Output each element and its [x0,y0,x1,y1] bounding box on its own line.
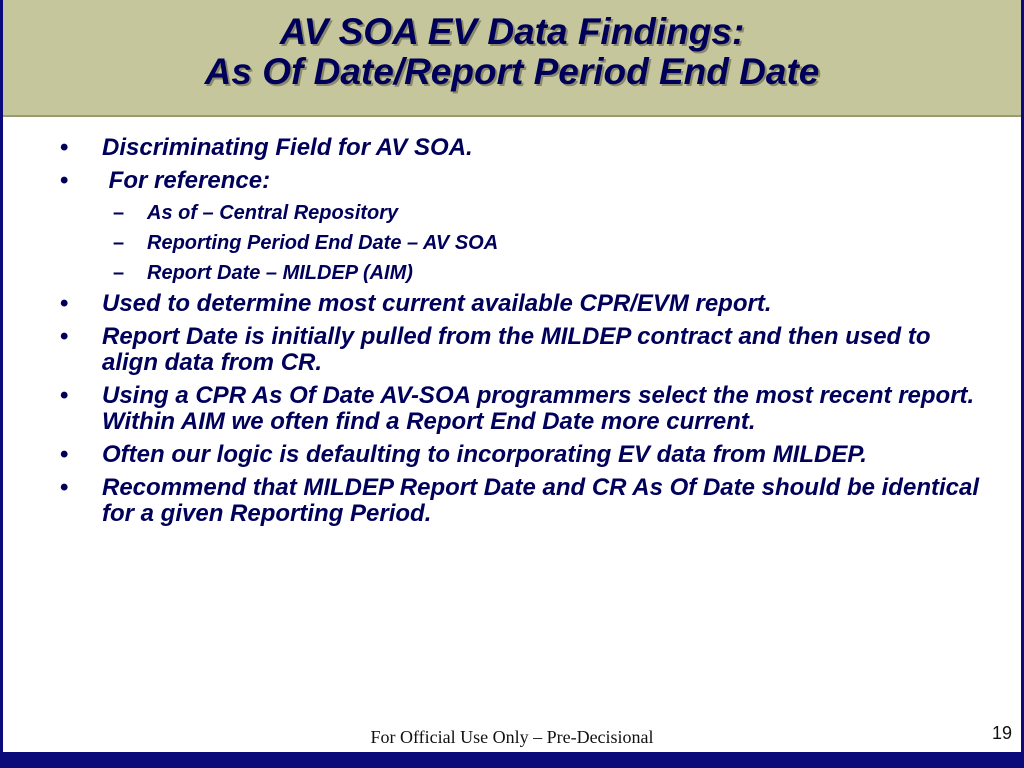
sub-bullet-item [0,261,1010,285]
sub-bullet-item [0,201,1010,225]
sub-bullet-marker: – [113,262,125,284]
bullet-item [0,291,982,317]
bullet-marker: • [60,474,69,501]
bullet-item [0,168,982,194]
bullet-text: Discriminating Field for AV SOA. [102,134,473,161]
title-bar [0,0,1024,117]
bullet-text: Recommend that MILDEP Report Date and CR As Of Date should be identical for a given Reporting Period. [102,474,979,527]
sub-bullet-text: Report Date – MILDEP (AIM) [147,262,413,284]
sub-bullet-item [0,231,1010,255]
bullet-text: For reference: [102,167,271,194]
bullet-item [0,442,982,468]
slide-title-line-2: As Of Date/Report Period End Date [204,51,820,92]
bullet-item [0,383,982,435]
bullet-marker: • [60,167,69,194]
bullet-marker: • [60,290,69,317]
bullet-marker: • [60,441,69,468]
bullet-text: Used to determine most current available CPR/EVM report. [102,290,772,317]
page-number: 19 [991,723,1012,743]
bullet-item [0,324,982,376]
bullet-item [0,475,982,527]
sub-bullet-marker: – [113,232,125,254]
bullet-list [0,135,1010,534]
bullet-marker: • [60,382,69,409]
sub-bullet-text: As of – Central Repository [147,202,399,224]
bullet-text: Using a CPR As Of Date AV-SOA programmers select the most recent report. Within AIM we often find a Report End Date more current. [102,382,975,435]
slide-title [0,12,1024,92]
footer-classification: For Official Use Only – Pre-Decisional [370,727,654,747]
bullet-text: Report Date is initially pulled from the MILDEP contract and then used to align data from CR. [102,323,931,376]
slide-title-line-1: AV SOA EV Data Findings: [279,11,745,52]
bullet-marker: • [60,323,69,350]
sub-bullet-text: Reporting Period End Date – AV SOA [147,232,499,254]
bullet-text: Often our logic is defaulting to incorporating EV data from MILDEP. [102,441,867,468]
bottom-bar [0,752,1024,768]
bullet-marker: • [60,134,69,161]
bullet-item [0,135,982,161]
sub-bullet-marker: – [113,202,125,224]
